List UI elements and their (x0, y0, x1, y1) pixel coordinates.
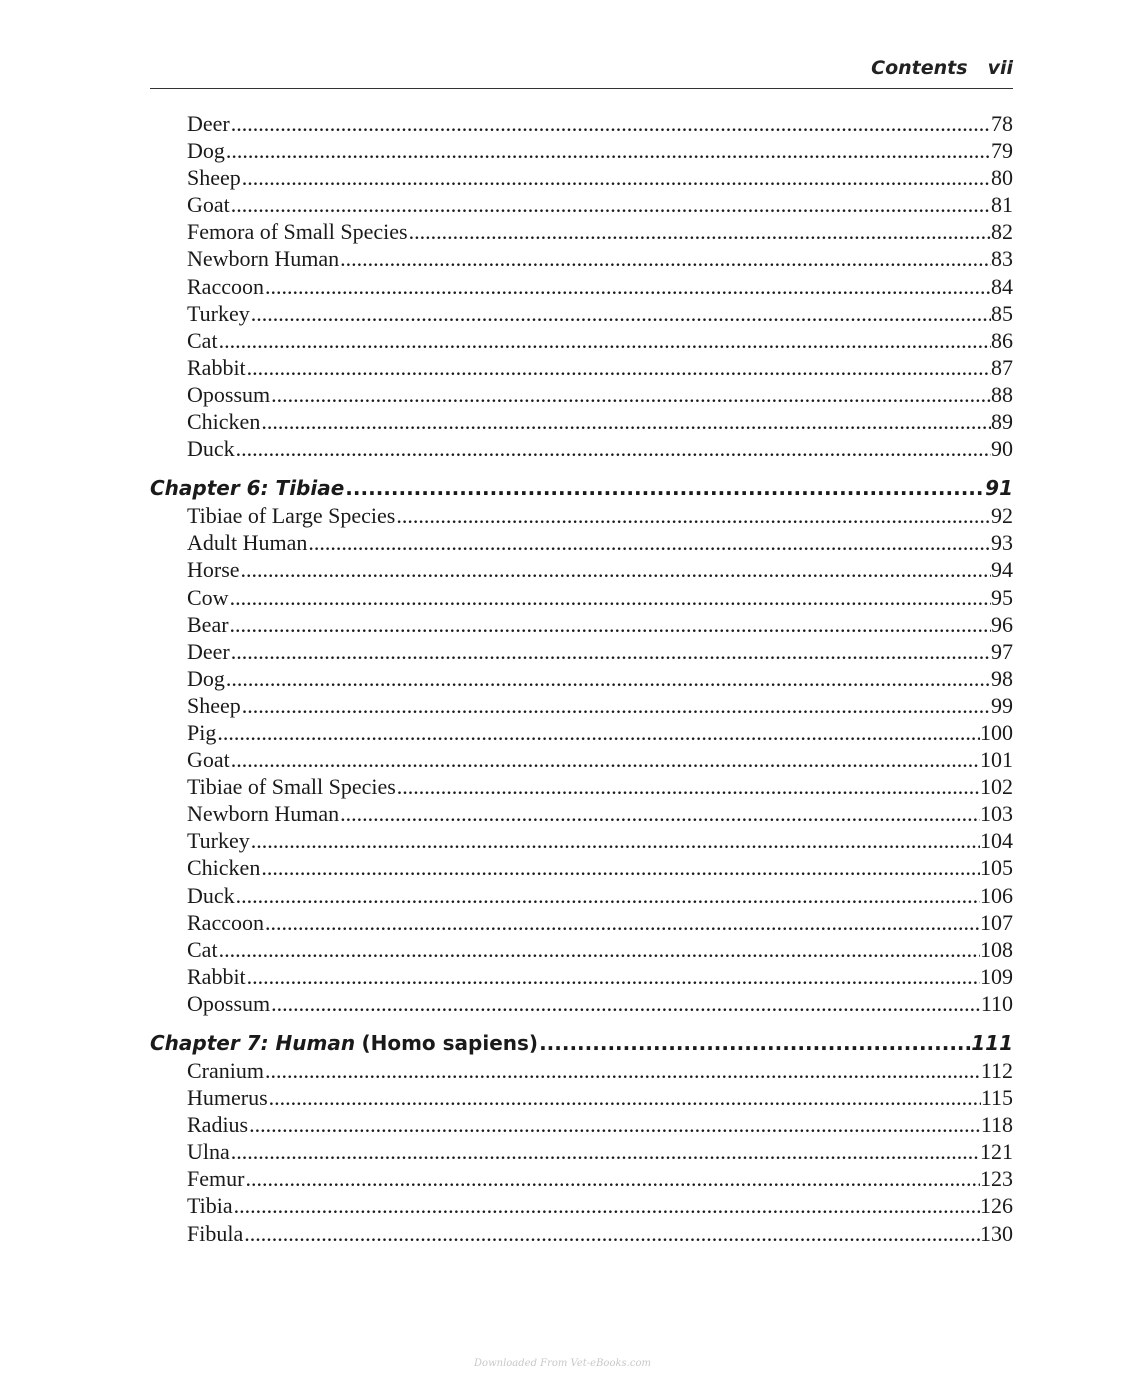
toc-entry-label: Newborn Human (187, 801, 340, 827)
toc-entry-page: 109 (980, 963, 1013, 989)
toc-leader-dots (307, 529, 991, 556)
download-watermark: Downloaded From Vet-eBooks.com (474, 1358, 651, 1369)
toc-entry-label: Fibula (187, 1220, 244, 1246)
toc-entry-label: Turkey (187, 300, 250, 326)
toc-entry[interactable] (150, 502, 1013, 529)
toc-chapter-page: 111 (971, 1031, 1013, 1055)
toc-leader-dots (260, 408, 991, 435)
toc-entry[interactable] (150, 327, 1013, 354)
toc-leader-dots (229, 584, 991, 611)
table-of-contents (150, 110, 1013, 1247)
toc-leader-dots (218, 936, 980, 963)
toc-chapter-label: Chapter 6: Tibiae (150, 476, 345, 501)
toc-entry[interactable] (150, 746, 1013, 773)
toc-entry[interactable] (150, 1111, 1013, 1138)
toc-entry-page: 92 (991, 503, 1013, 529)
toc-entry-page: 87 (991, 354, 1013, 380)
toc-entry-page: 104 (980, 828, 1013, 854)
toc-entry-page: 83 (991, 246, 1013, 272)
toc-entry-label: Tibiae of Small Species (187, 774, 396, 800)
toc-entry-page: 90 (991, 436, 1013, 462)
toc-entry-label: Ulna (187, 1139, 230, 1165)
toc-entry[interactable] (150, 164, 1013, 191)
toc-entry[interactable] (150, 909, 1013, 936)
toc-entry-label: Humerus (187, 1085, 268, 1111)
running-head-title: Contents (871, 57, 968, 79)
toc-entry-page: 102 (980, 774, 1013, 800)
toc-leader-dots (218, 327, 991, 354)
toc-entry[interactable] (150, 273, 1013, 300)
toc-chapter-page: 91 (985, 476, 1013, 501)
toc-entry-page: 81 (991, 192, 1013, 218)
toc-entry-label: Dog (187, 665, 225, 691)
toc-entry[interactable] (150, 773, 1013, 800)
toc-group-continued (150, 110, 1013, 462)
toc-entry-label: Pig (187, 719, 217, 745)
toc-entry-page: 97 (991, 638, 1013, 664)
toc-entry-label: Tibia (187, 1193, 233, 1219)
toc-entry-page: 103 (980, 801, 1013, 827)
toc-entry-page: 96 (991, 611, 1013, 637)
toc-entry[interactable] (150, 1165, 1013, 1192)
toc-entry-label: Adult Human (187, 530, 308, 556)
toc-entry-label: Dog (187, 138, 225, 164)
toc-leader-dots (264, 1057, 981, 1084)
toc-chapter-6-entries (150, 502, 1013, 1017)
toc-entry[interactable] (150, 556, 1013, 583)
toc-leader-dots (264, 273, 991, 300)
toc-leader-dots (225, 665, 991, 692)
toc-leader-dots (230, 638, 991, 665)
toc-entry-label: Cat (187, 327, 218, 353)
toc-entry[interactable] (150, 1192, 1013, 1219)
toc-entry-page: 79 (991, 138, 1013, 164)
toc-entry[interactable] (150, 381, 1013, 408)
toc-chapter-6[interactable] (150, 474, 1013, 502)
toc-chapter-label: Chapter 7: Human (Homo sapiens) (150, 1031, 539, 1055)
toc-entry[interactable] (150, 218, 1013, 245)
toc-entry-page: 93 (991, 530, 1013, 556)
toc-entry[interactable] (150, 827, 1013, 854)
toc-entry-label: Cat (187, 936, 218, 962)
toc-leader-dots (260, 854, 980, 881)
toc-entry[interactable] (150, 665, 1013, 692)
toc-entry-label: Sheep (187, 165, 241, 191)
toc-entry-page: 78 (991, 111, 1013, 136)
toc-chapter-7-entries (150, 1057, 1013, 1247)
toc-leader-dots (250, 300, 991, 327)
toc-leader-dots (270, 990, 981, 1017)
toc-entry[interactable] (150, 990, 1013, 1017)
toc-leader-dots (235, 435, 991, 462)
toc-leader-dots (235, 882, 980, 909)
toc-entry-label: Goat (187, 192, 230, 218)
toc-entry[interactable] (150, 882, 1013, 909)
toc-entry[interactable] (150, 137, 1013, 164)
toc-entry-page: 101 (980, 747, 1013, 773)
toc-entry[interactable] (150, 638, 1013, 665)
toc-entry-label: Chicken (187, 855, 261, 881)
toc-entry-page: 112 (980, 1058, 1013, 1083)
toc-entry-label: Tibiae of Large Species (187, 503, 396, 529)
toc-entry-label: Turkey (187, 828, 250, 854)
toc-entry-label: Rabbit (187, 354, 246, 380)
toc-entry-page: 107 (980, 909, 1013, 935)
toc-entry-page: 94 (991, 557, 1013, 583)
toc-entry-page: 115 (980, 1085, 1013, 1111)
toc-entry-label: Duck (187, 436, 235, 462)
toc-leader-dots (230, 110, 991, 137)
toc-entry-page: 98 (991, 665, 1013, 691)
toc-chapter-7[interactable] (150, 1029, 1013, 1057)
toc-entry-page: 86 (991, 327, 1013, 353)
toc-entry-label: Deer (187, 638, 230, 664)
toc-entry-label: Rabbit (187, 963, 246, 989)
toc-leader-dots (244, 1165, 980, 1192)
toc-leader-dots (216, 719, 980, 746)
toc-entry-label: Femur (187, 1166, 245, 1192)
toc-entry-page: 99 (991, 692, 1013, 718)
toc-leader-dots (241, 692, 991, 719)
toc-leader-dots (339, 800, 980, 827)
toc-entry[interactable] (150, 300, 1013, 327)
toc-entry[interactable] (150, 435, 1013, 462)
toc-entry-label: Femora of Small Species (187, 219, 408, 245)
toc-entry-label: Opossum (187, 381, 271, 407)
toc-leader-dots (339, 245, 991, 272)
toc-entry-page: 80 (991, 165, 1013, 191)
toc-leader-dots (268, 1084, 981, 1111)
toc-leader-dots (241, 164, 991, 191)
toc-entry-page: 95 (991, 584, 1013, 610)
toc-entry[interactable] (150, 584, 1013, 611)
toc-entry-page: 88 (991, 381, 1013, 407)
running-head (150, 56, 1013, 80)
toc-entry[interactable] (150, 354, 1013, 381)
toc-entry-page: 105 (980, 855, 1013, 881)
toc-entry[interactable] (150, 110, 1013, 137)
toc-entry-page: 84 (991, 273, 1013, 299)
toc-entry-label: Horse (187, 557, 240, 583)
toc-leader-dots (230, 1138, 980, 1165)
toc-entry[interactable] (150, 1057, 1013, 1084)
toc-entry-label: Sheep (187, 692, 241, 718)
toc-entry-label: Deer (187, 111, 230, 136)
toc-entry-page: 106 (980, 882, 1013, 908)
toc-entry-page: 82 (991, 219, 1013, 245)
toc-entry-label: Bear (187, 611, 229, 637)
toc-entry-page: 110 (980, 990, 1013, 1016)
toc-entry[interactable] (150, 245, 1013, 272)
toc-leader-dots (246, 963, 980, 990)
toc-leader-dots (246, 354, 991, 381)
toc-entry-page: 130 (980, 1220, 1013, 1246)
toc-entry-label: Opossum (187, 990, 271, 1016)
toc-entry[interactable] (150, 719, 1013, 746)
toc-leader-dots (344, 474, 985, 502)
toc-leader-dots (248, 1111, 981, 1138)
toc-entry-page: 100 (980, 719, 1013, 745)
toc-leader-dots (270, 381, 991, 408)
toc-leader-dots (225, 137, 991, 164)
toc-entry[interactable] (150, 1138, 1013, 1165)
toc-entry-page: 121 (980, 1139, 1013, 1165)
toc-leader-dots (233, 1192, 980, 1219)
toc-leader-dots (230, 746, 980, 773)
toc-entry-label: Duck (187, 882, 235, 908)
toc-leader-dots (408, 218, 991, 245)
toc-entry[interactable] (150, 800, 1013, 827)
toc-entry[interactable] (150, 854, 1013, 881)
toc-leader-dots (396, 773, 980, 800)
toc-leader-dots (395, 502, 991, 529)
toc-entry-label: Cow (187, 584, 229, 610)
toc-entry-label: Goat (187, 747, 230, 773)
toc-entry-label: Raccoon (187, 909, 264, 935)
toc-leader-dots (250, 827, 980, 854)
header-rule (150, 88, 1013, 89)
toc-leader-dots (243, 1220, 980, 1247)
toc-entry-page: 108 (980, 936, 1013, 962)
toc-entry[interactable] (150, 1220, 1013, 1247)
toc-entry[interactable] (150, 611, 1013, 638)
toc-entry-page: 126 (980, 1193, 1013, 1219)
toc-entry[interactable] (150, 692, 1013, 719)
toc-leader-dots (230, 191, 991, 218)
toc-entry[interactable] (150, 963, 1013, 990)
toc-entry-page: 118 (980, 1112, 1013, 1138)
toc-leader-dots (264, 909, 980, 936)
toc-entry[interactable] (150, 1084, 1013, 1111)
toc-leader-dots (538, 1029, 971, 1057)
toc-entry-label: Raccoon (187, 273, 264, 299)
toc-entry-label: Cranium (187, 1058, 264, 1083)
toc-entry-page: 89 (991, 409, 1013, 435)
running-head-page-number: vii (987, 57, 1013, 79)
toc-entry-page: 123 (980, 1166, 1013, 1192)
toc-leader-dots (240, 556, 991, 583)
toc-entry-page: 85 (991, 300, 1013, 326)
toc-entry[interactable] (150, 408, 1013, 435)
toc-entry[interactable] (150, 529, 1013, 556)
toc-leader-dots (229, 611, 991, 638)
toc-entry-label: Newborn Human (187, 246, 340, 272)
toc-entry-label: Radius (187, 1112, 249, 1138)
toc-entry[interactable] (150, 191, 1013, 218)
toc-entry[interactable] (150, 936, 1013, 963)
toc-entry-label: Chicken (187, 409, 261, 435)
